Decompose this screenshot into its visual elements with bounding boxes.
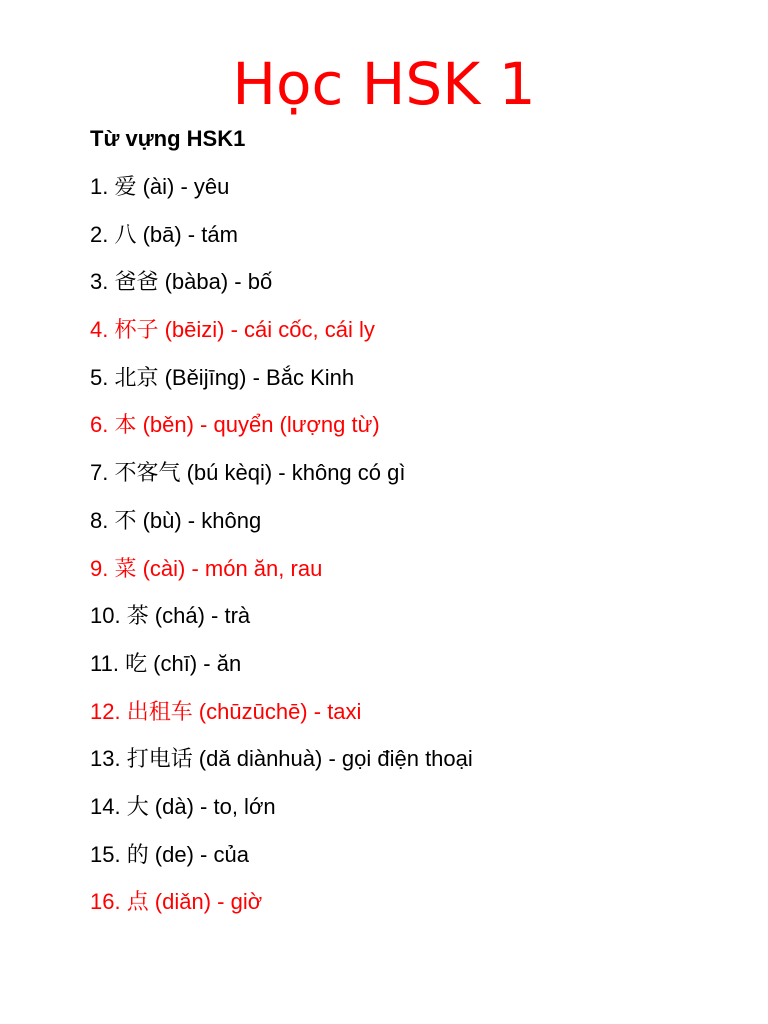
vocab-item-1: 1. 爱 (ài) - yêu <box>90 174 230 199</box>
vocab-item-12: 12. 出租车 (chūzūchē) - taxi <box>90 698 362 724</box>
vocab-item-15: 15. 的 (de) - của <box>90 841 249 867</box>
vocab-item-16: 16. 点 (diǎn) - giờ <box>90 889 263 915</box>
vocab-item-9: 9. 菜 (cài) - món ăn, rau <box>90 555 323 581</box>
vocab-list <box>90 172 473 935</box>
vocab-item-4: 4. 杯子 (bēizi) - cái cốc, cái ly <box>90 317 375 343</box>
vocab-item-6: 6. 本 (běn) - quyển (lượng từ) <box>90 412 380 438</box>
vocab-item-8: 8. 不 (bù) - không <box>90 507 262 533</box>
page-title: Học HSK 1 <box>232 50 536 118</box>
vocab-item-11: 11. 吃 (chī) - ăn <box>90 650 242 676</box>
vocab-item-2: 2. 八 (bā) - tám <box>90 221 238 247</box>
vocab-item-3: 3. 爸爸 (bàba) - bố <box>90 269 273 295</box>
section-heading: Từ vựng HSK1 <box>90 126 246 151</box>
vocab-item-14: 14. 大 (dà) - to, lớn <box>90 793 276 819</box>
vocab-item-7: 7. 不客气 (bú kèqi) - không có gì <box>90 460 406 486</box>
vocab-item-5: 5. 北京 (Běijīng) - Bắc Kinh <box>90 364 355 390</box>
vocab-item-13: 13. 打电话 (dǎ diànhuà) - gọi điện thoại <box>90 746 473 772</box>
vocab-item-10: 10. 茶 (chá) - trà <box>90 603 251 629</box>
